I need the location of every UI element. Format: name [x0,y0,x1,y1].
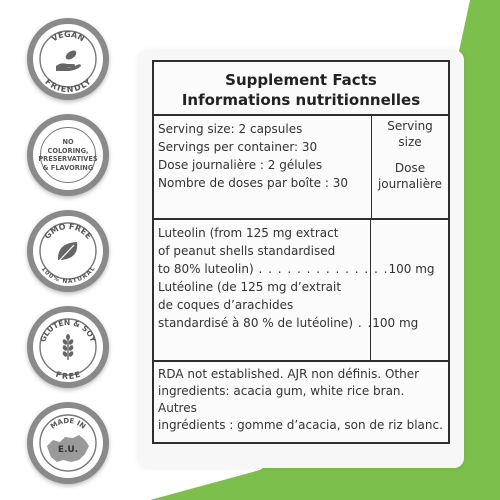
dose-journaliere-line: Dose journalière : 2 gélules [158,158,323,172]
dose-header-line1: Dose [394,161,426,175]
free-text: FREE [54,369,82,382]
serving-size-header [372,116,448,218]
hand-leaf-icon [56,49,81,71]
luteolin-line2: of peanut shells standardised [158,244,336,258]
gmo-free-badge [27,210,109,292]
luteoline-amount-row [158,314,448,332]
preservatives-text: PRESERVATIVES [38,155,98,163]
eu-text: E.U. [57,445,79,455]
ingredients-section [154,220,448,362]
dose-header-line2: journalière [377,177,443,191]
title-english: Supplement Facts [225,71,377,89]
svg-text:GMO FREE [43,222,94,241]
serving-info [154,116,372,218]
serving-section [154,116,448,220]
gluten-soy-free-badge [27,306,109,388]
vegan-friendly-badge [27,18,109,100]
dot-leader: . . [353,316,373,330]
servings-per-container-line: Servings per container: 30 [158,140,318,154]
footer-line3: ingrédients : gomme d’acacia, son de riz blanc. [158,418,443,432]
svg-text:FRIENDLY [43,77,92,94]
friendly-text: FRIENDLY [43,77,93,95]
gluten-soy-text: GLUTEN & SOY [38,317,98,344]
svg-text:FREE [54,370,81,381]
footer-line1: RDA not established. AJR non définis. Other [158,367,420,381]
dot-leader: . . . . . . . . . . . . . . [253,262,389,276]
luteoline-line2: de coques d’arachides [158,298,294,312]
wheat-icon [62,334,74,360]
no-coloring-text: NO COLORING, [47,138,89,155]
made-in-eu-badge [27,402,109,484]
facts-title [154,62,448,116]
eu-badge-text-ring [27,402,109,484]
luteoline-line3: standardisé à 80 % de lutéoline) [158,316,353,330]
serving-header-line2: size [398,135,422,149]
footer-line2: ingredients: acacia gum, white rice bran. Autres [158,384,405,415]
luteolin-line1: Luteolin (from 125 mg extract [158,226,339,240]
footer-notes [154,362,448,434]
luteolin-line3: to 80% luteolin) [158,262,254,276]
vegan-badge-text-ring [27,18,109,100]
serving-header-line1: Serving [387,119,433,133]
gmo-badge-text-ring [27,210,109,292]
vegan-text: VEGAN [49,29,87,44]
supplement-facts-table [152,60,450,444]
luteoline-amount: 100 mg [372,316,419,330]
title-french: Informations nutritionnelles [181,91,421,109]
leaf-icon [58,242,77,262]
flavoring-text: & FLAVORING [42,163,94,172]
serving-size-line: Serving size: 2 capsules [158,122,303,136]
luteolin-amount-row [158,260,448,278]
gluten-badge-text-ring [27,306,109,388]
no-coloring-badge [27,114,109,196]
made-in-text: MADE IN [49,416,88,431]
luteoline-line1: Lutéoline (de 125 mg d’extrait [158,280,342,294]
luteolin-amount: 100 mg [388,262,435,276]
svg-text:VEGAN [50,30,86,44]
natural-text: 100% NATURAL [39,265,97,286]
svg-text:100% NATURAL [40,265,97,285]
nombre-doses-line: Nombre de doses par boîte : 30 [158,176,349,190]
gmo-free-text: GMO FREE [42,221,94,241]
